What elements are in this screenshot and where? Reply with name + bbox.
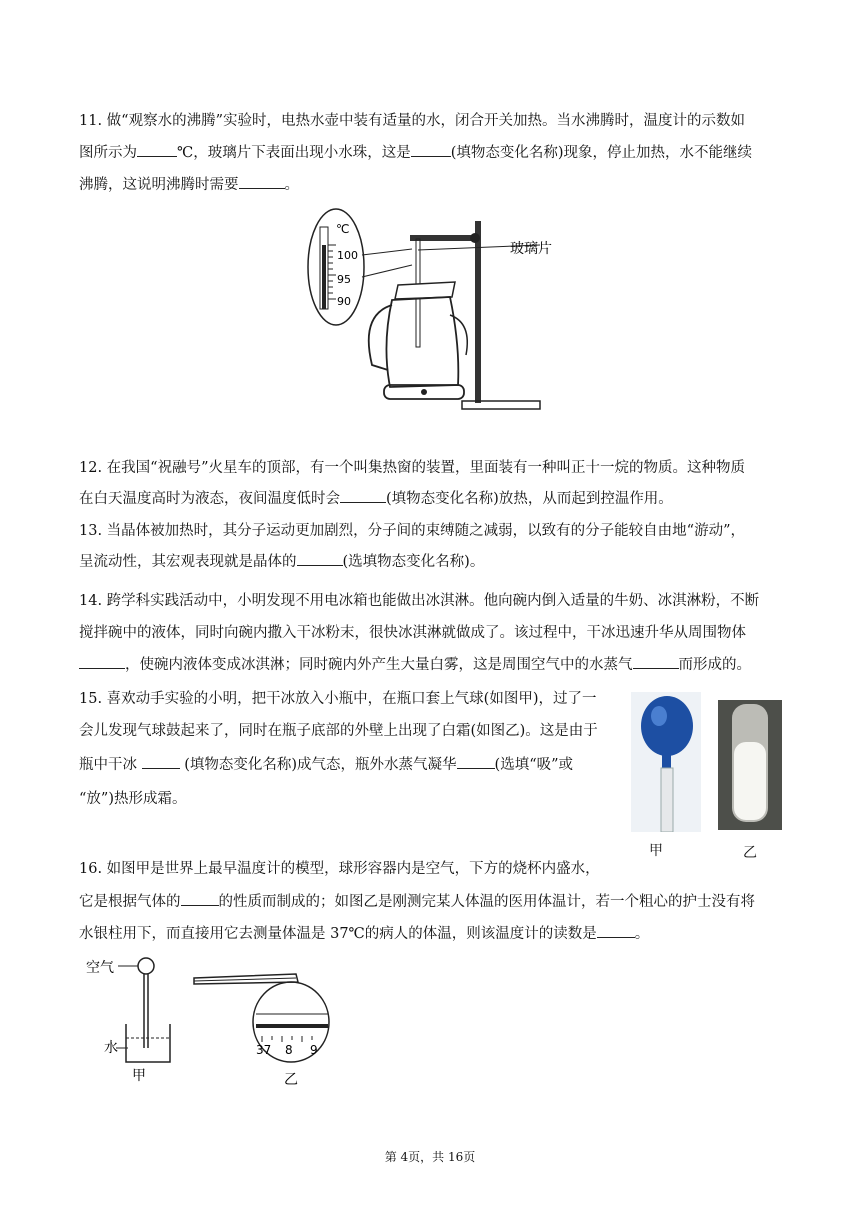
tick-100: 100 — [337, 249, 358, 262]
page-footer: 第 4页，共 16页 — [384, 1150, 476, 1164]
scale-9: 9 — [310, 1043, 318, 1057]
q11-line-3: 沸腾，这说明沸腾时需要 。 — [79, 172, 781, 199]
fig-jia-label: 甲 — [649, 843, 663, 859]
fig-yi-label: 乙 — [743, 845, 757, 861]
answer-blank[interactable] — [239, 174, 285, 189]
q15-line-4: “放”)热形成霜。 — [79, 791, 187, 807]
answer-blank[interactable] — [142, 754, 180, 769]
answer-blank[interactable] — [297, 551, 343, 566]
answer-blank[interactable] — [340, 488, 386, 503]
q15-line-3: 瓶中干冰 (填物态变化名称)成气态，瓶外水蒸气凝华 (选填“吸”或 — [79, 752, 629, 779]
q12-line-2: 在白天温度高时为液态，夜间温度低时会 (填物态变化名称)放热，从而起到控温作用。 — [79, 486, 781, 513]
q12-line-1: 12. 在我国“祝融号”火星车的顶部，有一个叫集热窗的装置，里面装有一种叫正十一烷的物质。这种物质 — [79, 460, 745, 476]
answer-blank[interactable] — [597, 923, 635, 938]
frosted-bottle-photo — [718, 700, 782, 830]
q14-line-3: ，使碗内液体变成冰淇淋；同时碗内外产生大量白雾，这是周围空气中的水蒸气 而形成的。 — [79, 652, 781, 679]
q11-line-1: 11. 做“观察水的沸腾”实验时，电热水壶中装有适量的水，闭合开关加热。当水沸腾时，温度计的示数如 — [79, 113, 745, 129]
fig-jia-label-2: 甲 — [132, 1068, 146, 1084]
q11-line-2: 图所示为 ℃，玻璃片下表面出现小水珠，这是 (填物态变化名称)现象，停止加热，水不能继续 — [79, 140, 781, 167]
q13-line-2: 呈流动性，其宏观表现就是晶体的 (选填物态变化名称)。 — [79, 549, 781, 576]
fig-yi-label-2: 乙 — [284, 1072, 298, 1087]
answer-blank[interactable] — [411, 142, 451, 157]
tick-90: 90 — [337, 295, 351, 308]
answer-blank[interactable] — [633, 654, 679, 669]
air-label: 空气 — [86, 960, 114, 976]
thermometer-figures — [86, 952, 346, 1087]
q14-line-1: 14. 跨学科实践活动中，小明发现不用电冰箱也能做出冰淇淋。他向碗内倒入适量的牛奶、冰淇淋粉，不断 — [79, 593, 760, 609]
q15-line-1: 15. 喜欢动手实验的小明，把干冰放入小瓶中，在瓶口套上气球(如图甲)，过了一 — [79, 691, 597, 707]
q15-line-2: 会儿发现气球鼓起来了，同时在瓶子底部的外壁上出现了白霜(如图乙)。这是由于 — [79, 723, 598, 739]
glass-label: 玻璃片 — [510, 241, 552, 257]
water-label: 水 — [104, 1040, 118, 1056]
q16-line-3: 水银柱用下，而直接用它去测量体温是 37℃的病人的体温，则该温度计的读数是 。 — [79, 921, 781, 948]
answer-blank[interactable] — [181, 891, 219, 906]
q13-line-1: 13. 当晶体被加热时，其分子运动更加剧烈，分子间的束缚随之减弱，以致有的分子能较自由地“游动”， — [79, 523, 745, 539]
scale-8: 8 — [285, 1043, 293, 1057]
q16-line-1: 16. 如图甲是世界上最早温度计的模型，球形容器内是空气，下方的烧杯内盛水， — [79, 861, 600, 877]
q14-line-2: 搅拌碗中的液体，同时向碗内撒入干冰粉末，很快冰淇淋就做成了。该过程中，干冰迅速升华从周围物体 — [79, 625, 746, 641]
boiling-kettle-figure — [300, 205, 570, 420]
answer-blank[interactable] — [457, 754, 495, 769]
answer-blank[interactable] — [137, 142, 177, 157]
q16-line-2: 它是根据气体的 的性质而制成的；如图乙是刚测完某人体温的医用体温计，若一个粗心的护士没有将 — [79, 889, 781, 916]
tick-95: 95 — [337, 273, 351, 286]
balloon-bottle-photo — [631, 692, 701, 832]
scale-37: 37 — [256, 1043, 272, 1057]
answer-blank[interactable] — [79, 654, 125, 669]
unit-label: ℃ — [336, 222, 350, 236]
